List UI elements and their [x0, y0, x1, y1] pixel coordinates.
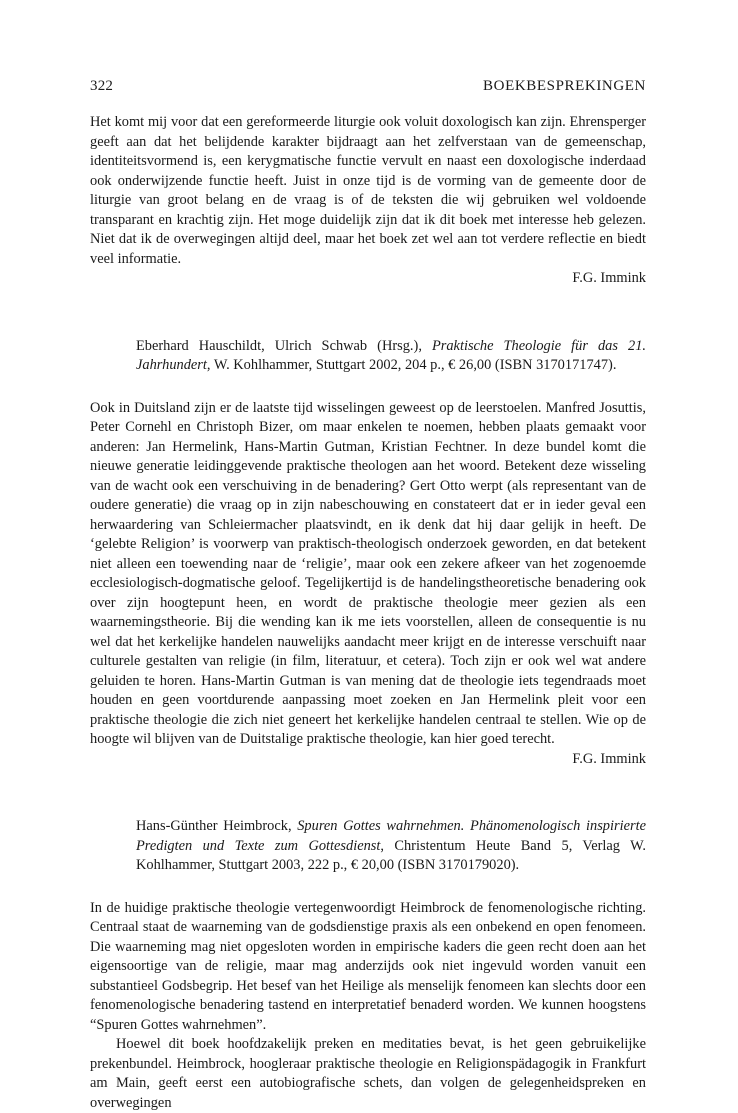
document-page [90, 78, 646, 1113]
review3-bibliographic-header [136, 817, 646, 876]
review1-body: Het komt mij voor dat een gereformeerde liturgie ook voluit doxologisch kan zijn. Ehrensperger geeft aan dat het belijdende karakter bijdraagt aan het zelfverstaan van de gemeenschap, identiteitsvormend is, een kerygmatische functie vervult en naast een doxologische inderdaad ook onderwijzende functie heeft. Juist in onze tijd is de vorming van de gemeente door de liturgie van groot belang en de vraag is of de teksten die wij gebruiken wel voldoende transparant en krachtig zijn. Het moge duidelijk zijn dat ik dit boek met interesse heb gelezen. Niet dat ik de overwegingen altijd deel, maar het boek zet wel aan tot verdere reflectie en biedt veel informatie. [90, 114, 646, 267]
review2-book-title: Praktische Theologie für das 21. Jahrhundert [136, 337, 646, 373]
review2-bibliographic-header [136, 337, 646, 376]
review2-signature: F.G. Immink [572, 750, 646, 767]
page-number: 322 [90, 78, 114, 94]
review2-body: Ook in Duitsland zijn er de laatste tijd wisselingen geweest op de leerstoelen. Manfred Josuttis, Peter Cornehl en Christoph Bizer, om maar enkelen te noemen, hebben plaats gemaakt voor anderen: Jan Hermelink, Hans-Martin Gutman, Kristian Fechtner. In deze bundel komt die nieuwe generatie leidinggevende praktische theologen aan het woord. Betekent deze wisseling van de wacht ook een verschuiving in de benadering? Gert Otto werpt (als representant van de oudere generatie) die vraag op in zijn nabeschouwing en constateert dat er in ieder geval een herwaardering van Schleiermacher plaatsvindt, en ik denk dat hij daar gelijk in heeft. De ‘gelebte Religion’ is voorwerp van praktisch-theologisch onderzoek geworden, en dat betekent niet alleen een toewending naar de ‘religie’, maar ook een zekere afkeer van het zogenoemde ecclesiologisch-dogmatische geloof. Tegelijkertijd is de handelingstheoretische benadering ook over zijn hoogtepunt heen, en wordt de praktische theologie meer gezien als een waarnemingstheorie. Bij die wending kan ik me iets voorstellen, alleen de consequentie is nu wel dat het kerkelijke handelen nauwelijks aandacht meer krijgt en de interesse verschuift naar culturele gestalten van religie (in film, literatuur, et cetera). Toch zijn er ook wel wat andere geluiden te horen. Hans-Martin Gutman is van mening dat de theologie iets tegendraads moet houden en geen voortdurende aanpassing moet zoeken en Jan Hermelink pleit voor een praktische theologie die zich niet geneert het kerkelijke handelen centraal te stellen. Wie op de hoogte wil blijven van de Duitstalige praktische theologie, kan hier goed terecht. [90, 399, 646, 747]
running-title: BOEKBESPREKINGEN [483, 78, 646, 94]
review3-publication: , Christentum Heute Band 5, Verlag W. Kohlhammer, Stuttgart 2003, 222 p., € 20,00 (ISBN 3170179020). [136, 837, 646, 873]
review2-authors: Eberhard Hauschildt, Ulrich Schwab (Hrsg.), [136, 337, 422, 354]
review3-book-title: Spuren Gottes wahrnehmen. Phänomenologisch inspirierte Predigten und Texte zum Gottesdienst [136, 818, 646, 854]
page-header [90, 78, 646, 95]
review3-body-paragraph-1: In de huidige praktische theologie vertegenwoordigt Heimbrock de fenomenologische richting. Centraal staat de waarneming van de godsdienstige praxis als een onbekend en open fenomeen. Die waarneming mag niet opgesloten worden in empirische kaders die geen recht doen aan het eigensoortige van de religie, maar mag anderzijds ook niet ingevuld worden vanuit een substantieel Godsbegrip. Het besef van het Heilige als menselijk fenomeen kan slechts door een fenomenologische benadering tastend en interpretatief benaderd worden. We kunnen hoogstens “Spuren Gottes wahrnehmen”. [90, 899, 646, 1033]
review3-authors: Hans-Günther Heimbrock, [136, 818, 292, 834]
review2-publication: , W. Kohlhammer, Stuttgart 2002, 204 p., € 26,00 (ISBN 3170171747). [206, 357, 617, 373]
review3-body-paragraph-2: Hoewel dit boek hoofdzakelijk preken en meditaties bevat, is het geen gebruikelijke prekenbundel. Heimbrock, hoogleraar praktische theologie en Religionspädagogik in Frankfurt am Main, geeft eerst een autobiografische schets, dan volgen de gelegenheidspreken en overwegingen [90, 1036, 646, 1111]
review1-signature: F.G. Immink [572, 270, 646, 286]
